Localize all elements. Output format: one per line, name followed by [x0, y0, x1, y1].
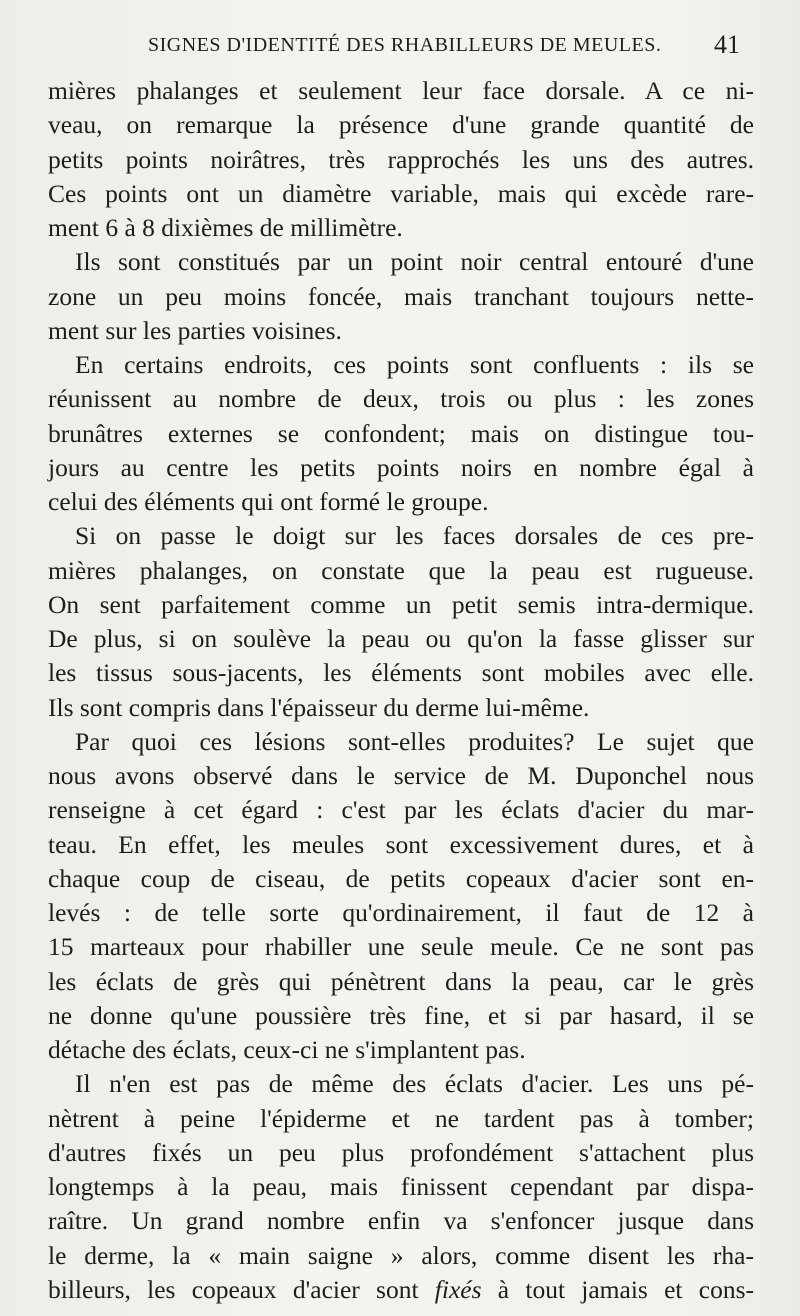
text-line: ment sur les parties voisines.	[48, 315, 342, 345]
paragraph-start-line: Il n'en est pas de même des éclats d'acier. Les uns pé-	[75, 1069, 754, 1099]
text-line: mières phalanges et seulement leur face dorsale. A ce ni-	[48, 76, 754, 105]
text-line: jours au centre les petits points noirs en nombre égal à	[48, 452, 754, 482]
text-line: 15 marteaux pour rhabiller une seule meule. Ce ne sont pas	[48, 932, 754, 962]
final-line-before: billeurs, les copeaux d'acier sont	[48, 1274, 435, 1304]
text-line: nous avons observé dans le service de M. Duponchel nous	[48, 761, 754, 790]
text-line: petits points noirâtres, très rapprochés les uns des autres.	[48, 144, 754, 174]
text-line: veau, on remarque la présence d'une grande quantité de	[48, 110, 754, 140]
text-line: nètrent à peine l'épiderme et ne tardent pas à tomber;	[48, 1103, 754, 1133]
body-text	[48, 74, 754, 1307]
paragraph-start-line: En certains endroits, ces points sont confluents : ils se	[75, 350, 754, 379]
paragraph-start-line: Ils sont constitués par un point noir central entouré d'une	[75, 247, 754, 277]
text-line: longtemps à la peau, mais finissent cependant par dispa-	[48, 1172, 754, 1201]
text-line: teau. En effet, les meules sont excessivement dures, et à	[48, 829, 754, 859]
text-line: celui des éléments qui ont formé le groupe.	[48, 487, 489, 516]
text-line: raître. Un grand nombre enfin va s'enfoncer jusque dans	[48, 1206, 754, 1236]
paragraph-start-line: Si on passe le doigt sur les faces dorsales de ces pre-	[75, 521, 754, 551]
text-line: d'autres fixés un peu plus profondément s'attachent plus	[48, 1137, 754, 1167]
final-line-after: à tout jamais et cons-	[481, 1274, 754, 1304]
text-line: De plus, si on soulève la peau ou qu'on la fasse glisser sur	[48, 624, 754, 653]
text-line: réunissent au nombre de deux, trois ou plus : les zones	[48, 384, 754, 414]
text-line: détache des éclats, ceux-ci ne s'implantent pas.	[48, 1035, 526, 1064]
text-line: Ils sont compris dans l'épaisseur du derme lui-même.	[48, 692, 590, 722]
running-head: SIGNES D'IDENTITÉ DES RHABILLEURS DE MEULES.	[148, 34, 662, 56]
page-header	[0, 30, 800, 68]
page-number: 41	[714, 30, 740, 59]
text-line: mières phalanges, on constate que la peau est rugueuse.	[48, 555, 754, 585]
text-line: Ces points ont un diamètre variable, mais qui excède rare-	[48, 178, 754, 208]
text-line: levés : de telle sorte qu'ordinairement, il faut de 12 à	[48, 898, 754, 927]
text-line: renseigne à cet égard : c'est par les éclats d'acier du mar-	[48, 795, 754, 825]
italic-emphasis: fixés	[434, 1274, 482, 1304]
text-line: le derme, la « main saigne » alors, comme disent les rha-	[48, 1240, 754, 1270]
text-line: On sent parfaitement comme un petit semis intra-dermique.	[48, 589, 754, 619]
text-line: brunâtres externes se confondent; mais on distingue tou-	[48, 418, 754, 448]
text-line: ne donne qu'une poussière très fine, et si par hasard, il se	[48, 1000, 754, 1030]
text-line: ment 6 à 8 dixièmes de millimètre.	[48, 213, 403, 242]
text-line: les éclats de grès qui pénètrent dans la peau, car le grès	[48, 966, 754, 996]
text-line: zone un peu moins foncée, mais tranchant toujours nette-	[48, 281, 754, 311]
text-line: chaque coup de ciseau, de petits copeaux d'acier sont en-	[48, 863, 754, 893]
text-line-final	[48, 1273, 754, 1307]
paragraph-start-line: Par quoi ces lésions sont-elles produites? Le sujet que	[75, 726, 754, 756]
text-line: les tissus sous-jacents, les éléments sont mobiles avec elle.	[48, 658, 754, 688]
